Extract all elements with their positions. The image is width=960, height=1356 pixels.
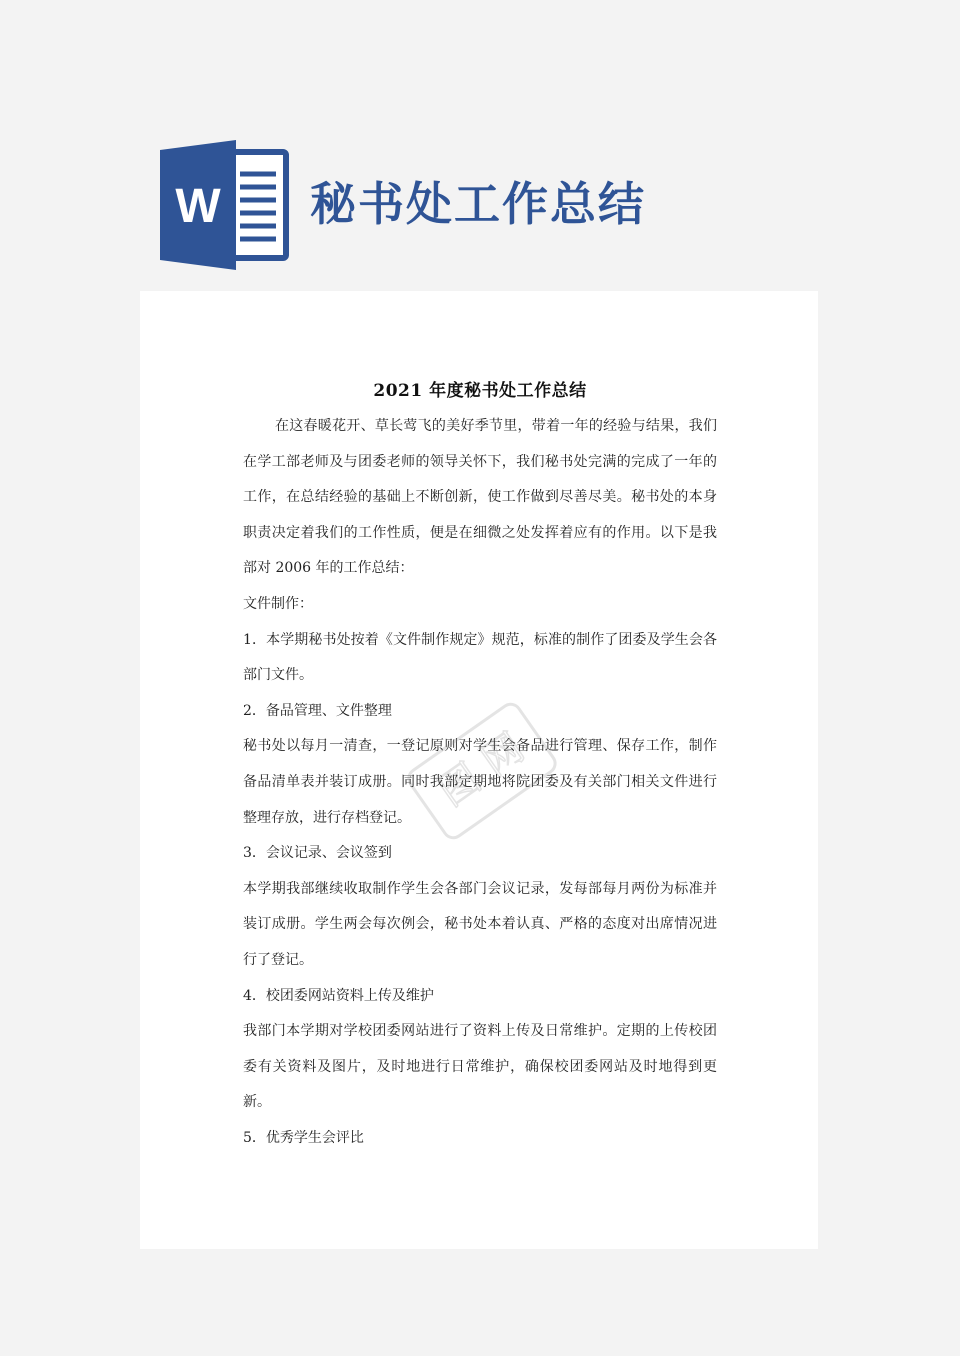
item-5-heading: 5．优秀学生会评比 — [243, 1129, 364, 1146]
svg-text:图 网: 图 网 — [430, 724, 533, 816]
document-body — [243, 376, 717, 1156]
item-4-heading: 4．校团委网站资料上传及维护 — [243, 987, 434, 1004]
document-title: 2021 年度秘书处工作总结 — [373, 381, 587, 401]
page-heading: 秘书处工作总结 — [310, 177, 646, 231]
document-page — [140, 291, 818, 1249]
section-label: 文件制作： — [243, 595, 313, 612]
item-3-body: 本学期我部继续收取制作学生会各部门会议记录，发每部每月两份为标准并装订成册。学生两会每次例会，秘书处本着认真、严格的态度对出席情况进行了登记。 — [243, 880, 717, 968]
page-header — [160, 140, 800, 270]
item-4-body: 我部门本学期对学校团委网站进行了资料上传及日常维护。定期的上传校团委有关资料及图片，及时地进行日常维护，确保校团委网站及时地得到更新。 — [243, 1023, 717, 1111]
item-3-heading: 3．会议记录、会议签到 — [243, 845, 392, 862]
word-icon — [160, 140, 290, 270]
item-1: 1．本学期秘书处按着《文件制作规定》规范，标准的制作了团委及学生会各部门文件。 — [243, 631, 717, 684]
item-2-heading: 2．备品管理、文件整理 — [243, 702, 392, 719]
item-2-body: 秘书处以每月一清查，一登记原则对学生会备品进行管理、保存工作，制作备品清单表并装订成册。同时我部定期地将院团委及有关部门相关文件进行整理存放，进行存档登记。 — [243, 738, 717, 826]
intro-paragraph: 在这春暖花开、草长莺飞的美好季节里，带着一年的经验与结果，我们在学工部老师及与团委老师的领导关怀下，我们秘书处完满的完成了一年的工作，在总结经验的基础上不断创新，使工作做到尽善尽美。秘书处的本身职责决定着我们的工作性质，便是在细微之处发挥着应有的作用。以下是我部对 2006 年的工作总结： — [243, 418, 717, 577]
svg-text:W: W — [175, 180, 221, 233]
